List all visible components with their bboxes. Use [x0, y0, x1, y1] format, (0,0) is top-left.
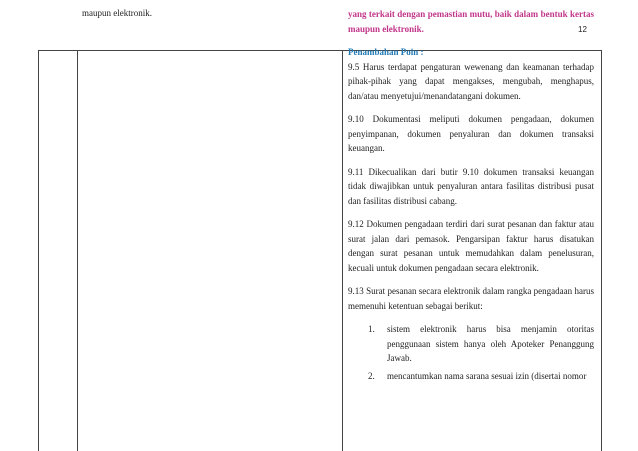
- paragraph-9-12: 9.12 Dokumen pengadaan terdiri dari surat pesanan dan faktur atau surat jalan dari pemasok. Pengarsipan faktur harus disatukan dengan surat pesanan untuk memudahkan dalam penelusuran, kecuali untuk dokumen pengadaan secara elektronik.: [348, 219, 594, 273]
- requirements-list: [348, 322, 594, 383]
- page-number: 12: [578, 25, 587, 34]
- left-cell-text: maupun elektronik.: [82, 8, 152, 18]
- paragraph-9-11: 9.11 Dikecualikan dari butir 9.10 dokumen transaksi keuangan tidak diwajibkan untuk penyaluran antara fasilitas distribusi pusat dan fasilitas distribusi cabang.: [348, 166, 594, 206]
- section-heading: Penambahan Poin :: [348, 47, 424, 57]
- column-divider: [77, 51, 78, 451]
- list-item: [368, 369, 594, 384]
- paragraph-9-13: 9.13 Surat pesanan secara elektronik dalam rangka pengadaan harus memenuhi ketentuan sebagai berikut:: [348, 286, 594, 311]
- list-text: sistem elektronik harus bisa menjamin otoritas penggunaan sistem hanya oleh Apoteker Penanggung Jawab.: [387, 324, 594, 363]
- list-item: [368, 322, 594, 366]
- highlighted-intro: yang terkait dengan pemastian mutu, baik dalam bentuk kertas maupun elektronik.: [348, 9, 594, 34]
- paragraph-9-5: 9.5 Harus terdapat pengaturan wewenang dan keamanan terhadap pihak-pihak yang dapat mengakses, mengubah, menghapus, dan/atau menyetujui/menandatangani dokumen.: [348, 61, 594, 101]
- right-cell: [348, 7, 594, 386]
- paragraph-9-10: 9.10 Dokumentasi meliputi dokumen pengadaan, dokumen penyimpanan, dokumen penyaluran dan dokumen transaksi keuangan.: [348, 114, 594, 153]
- list-number: 2.: [368, 370, 375, 381]
- column-divider: [342, 51, 343, 451]
- list-text: mencantumkan nama sarana sesuai izin (disertai nomor: [387, 370, 587, 381]
- list-number: 1.: [368, 324, 375, 334]
